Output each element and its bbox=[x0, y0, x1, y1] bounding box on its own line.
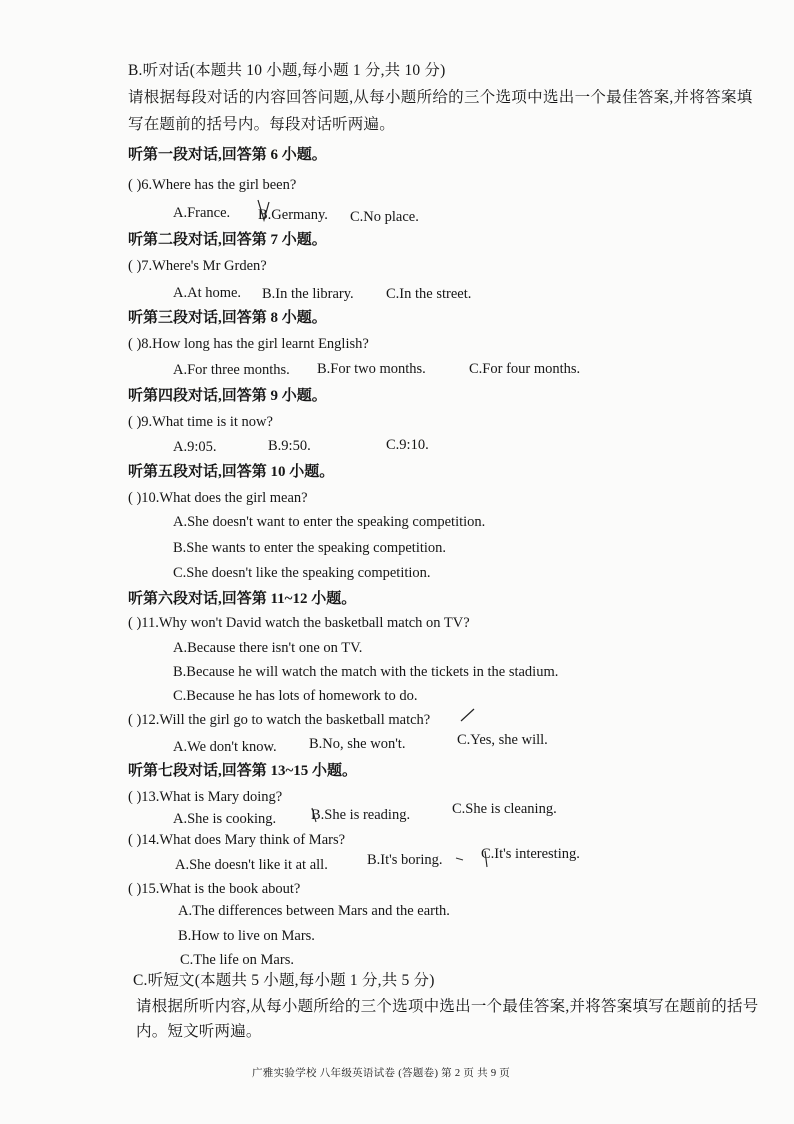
section-b-instruction-line2: 写在题前的括号内。每段对话听两遍。 bbox=[128, 116, 395, 133]
question-14-option-b: B.It's boring. bbox=[367, 852, 443, 868]
dialogue-2-heading: 听第二段对话,回答第 7 小题。 bbox=[128, 232, 327, 248]
question-11-option-c: C.Because he has lots of homework to do. bbox=[173, 688, 418, 704]
question-8-option-c: C.For four months. bbox=[469, 361, 581, 377]
dialogue-1-heading: 听第一段对话,回答第 6 小题。 bbox=[128, 147, 327, 163]
pen-mark-dash bbox=[455, 856, 465, 862]
question-12-option-a: A.We don't know. bbox=[173, 739, 277, 755]
question-6-option-a: A.France. bbox=[173, 205, 231, 221]
question-14-option-c: C.It's interesting. bbox=[481, 846, 580, 862]
question-10: ( )10.What does the girl mean? bbox=[128, 490, 308, 506]
question-15: ( )15.What is the book about? bbox=[128, 881, 301, 897]
dialogue-7-heading: 听第七段对话,回答第 13~15 小题。 bbox=[128, 763, 358, 779]
question-15-option-a: A.The differences between Mars and the earth. bbox=[178, 903, 450, 919]
question-10-option-c: C.She doesn't like the speaking competition. bbox=[173, 565, 431, 581]
question-9: ( )9.What time is it now? bbox=[128, 414, 273, 430]
question-7-option-c: C.In the street. bbox=[386, 286, 472, 302]
question-8-option-a: A.For three months. bbox=[173, 362, 290, 378]
section-b-instruction-line1: 请根据每段对话的内容回答问题,从每小题所给的三个选项中选出一个最佳答案,并将答案填 bbox=[128, 89, 753, 106]
question-6: ( )6.Where has the girl been? bbox=[128, 177, 297, 193]
question-13-option-b: B.She is reading. bbox=[311, 807, 411, 823]
section-c-instruction-line2: 内。短文听两遍。 bbox=[136, 1023, 262, 1040]
question-12-option-b: B.No, she won't. bbox=[309, 736, 406, 752]
question-6-option-c: C.No place. bbox=[350, 209, 419, 225]
dialogue-5-heading: 听第五段对话,回答第 10 小题。 bbox=[128, 464, 335, 480]
question-11-option-b: B.Because he will watch the match with the tickets in the stadium. bbox=[173, 664, 559, 680]
question-14: ( )14.What does Mary think of Mars? bbox=[128, 832, 346, 848]
question-12-option-c: C.Yes, she will. bbox=[457, 732, 548, 748]
question-13-option-c: C.She is cleaning. bbox=[452, 801, 557, 817]
section-b-title: B.听对话(本题共 10 小题,每小题 1 分,共 10 分) bbox=[128, 62, 446, 79]
question-11: ( )11.Why won't David watch the basketball match on TV? bbox=[128, 615, 470, 631]
question-9-option-b: B.9:50. bbox=[268, 438, 311, 454]
question-6-option-b: B.Germany. bbox=[258, 207, 328, 223]
page-footer: 广雅实验学校 八年级英语试卷 (答题卷) 第 2 页 共 9 页 bbox=[252, 1068, 511, 1079]
question-10-option-a: A.She doesn't want to enter the speaking competition. bbox=[173, 514, 486, 530]
pen-mark-q6 bbox=[256, 198, 272, 224]
pen-mark-q13 bbox=[310, 806, 320, 824]
dialogue-6-heading: 听第六段对话,回答第 11~12 小题。 bbox=[128, 591, 357, 607]
question-15-option-b: B.How to live on Mars. bbox=[178, 928, 315, 944]
question-8-option-b: B.For two months. bbox=[317, 361, 426, 377]
question-7-option-b: B.In the library. bbox=[262, 286, 354, 302]
dialogue-3-heading: 听第三段对话,回答第 8 小题。 bbox=[128, 310, 327, 326]
pen-mark-q12 bbox=[460, 707, 476, 723]
dialogue-4-heading: 听第四段对话,回答第 9 小题。 bbox=[128, 388, 327, 404]
question-7: ( )7.Where's Mr Grden? bbox=[128, 258, 267, 274]
question-9-option-a: A.9:05. bbox=[173, 439, 217, 455]
question-7-option-a: A.At home. bbox=[173, 285, 242, 301]
question-12: ( )12.Will the girl go to watch the basketball match? bbox=[128, 712, 431, 728]
question-11-option-a: A.Because there isn't one on TV. bbox=[173, 640, 363, 656]
section-c-instruction-line1: 请根据所听内容,从每小题所给的三个选项中选出一个最佳答案,并将答案填写在题前的括号 bbox=[136, 998, 759, 1015]
question-10-option-b: B.She wants to enter the speaking competition. bbox=[173, 540, 447, 556]
question-14-option-a: A.She doesn't like it at all. bbox=[175, 857, 328, 873]
question-9-option-c: C.9:10. bbox=[386, 437, 429, 453]
question-15-option-c: C.The life on Mars. bbox=[180, 952, 294, 968]
question-8: ( )8.How long has the girl learnt English? bbox=[128, 336, 369, 352]
question-13-option-a: A.She is cooking. bbox=[173, 811, 277, 827]
section-c-title: C.听短文(本题共 5 小题,每小题 1 分,共 5 分) bbox=[133, 972, 435, 989]
question-13: ( )13.What is Mary doing? bbox=[128, 789, 283, 805]
pen-mark-q14 bbox=[481, 849, 491, 869]
